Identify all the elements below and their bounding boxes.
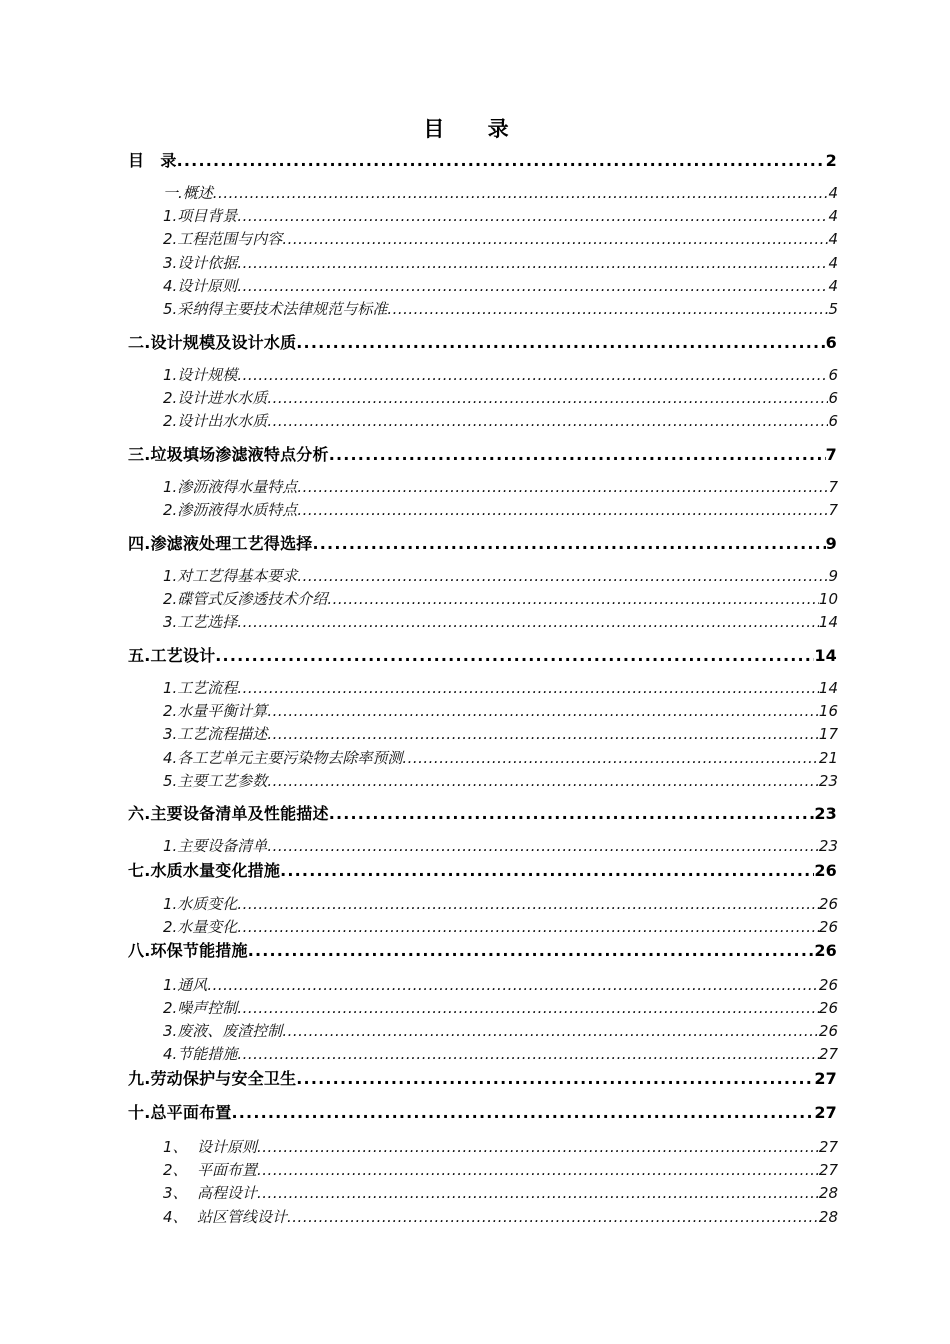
toc-entry-labor-safety[interactable] (128, 1068, 837, 1090)
dot-leader (387, 299, 828, 319)
toc-entry-page: 6 (828, 366, 838, 384)
toc-entry-page: 26 (818, 918, 838, 936)
toc-entry-label: 3.设计依据 (163, 254, 238, 272)
toc-entry-label: 九.劳动保护与安全卫生 (128, 1069, 297, 1088)
toc-entry-page: 6 (828, 389, 838, 407)
toc-entry-page: 23 (818, 837, 838, 855)
dot-leader (267, 836, 819, 856)
toc-entry-number: 4、 (163, 1208, 188, 1226)
dot-leader (215, 645, 814, 667)
dot-leader (312, 533, 825, 555)
toc-entry-label: 六.主要设备清单及性能描述 (128, 804, 329, 823)
dot-leader (237, 206, 828, 226)
toc-entry-page: 7 (825, 445, 837, 464)
toc-entry-influent-quality[interactable] (163, 388, 838, 408)
toc-entry-equipment[interactable] (128, 803, 837, 825)
toc-entry-general-layout[interactable] (128, 1102, 837, 1124)
dot-leader (267, 411, 828, 431)
toc-entry-page: 26 (814, 941, 837, 960)
toc-entry-page: 23 (814, 804, 837, 823)
toc-entry-page: 4 (828, 254, 838, 272)
toc-entry-process-flow[interactable] (163, 678, 838, 698)
toc-entry-page: 26 (818, 999, 838, 1017)
dot-leader (267, 388, 828, 408)
toc-entry-page: 23 (818, 772, 838, 790)
toc-entry-equipment-list[interactable] (163, 836, 838, 856)
toc-entry-elevation-design[interactable] (163, 1183, 838, 1203)
toc-entry-page: 4 (828, 277, 838, 295)
toc-entry-page: 26 (818, 976, 838, 994)
dot-leader (177, 150, 826, 172)
toc-entry-leachate-quantity[interactable] (163, 477, 838, 497)
toc-entry-page: 14 (814, 646, 837, 665)
toc-entry-number: 1、 (163, 1138, 188, 1156)
dot-leader (257, 1183, 819, 1203)
toc-entry-page: 4 (828, 184, 838, 202)
toc-entry-label: 五.工艺设计 (128, 646, 216, 665)
toc-entry-removal-rate[interactable] (163, 748, 838, 768)
toc-entry-page: 2 (825, 151, 837, 170)
toc-entry-label: 设计原则 (197, 1138, 258, 1156)
toc-entry-label: 3.工艺选择 (163, 613, 238, 631)
toc-entry-leachate-quality[interactable] (163, 500, 838, 520)
toc-entry-label: 2.水量平衡计算 (163, 702, 268, 720)
toc-entry-page: 27 (818, 1161, 838, 1179)
toc-entry-page: 10 (818, 590, 838, 608)
toc-entry-label: 一.概述 (163, 184, 213, 202)
dot-leader (296, 332, 825, 354)
toc-entry-page: 7 (828, 478, 838, 496)
dot-leader (237, 678, 819, 698)
dot-leader (297, 477, 828, 497)
dot-leader (207, 975, 819, 995)
toc-entry-page: 17 (818, 725, 838, 743)
toc-entry-process-parameters[interactable] (163, 771, 838, 791)
toc-entry-label: 1.对工艺得基本要求 (163, 567, 298, 585)
toc-entry-page: 6 (828, 412, 838, 430)
toc-entry-page: 9 (825, 534, 837, 553)
toc-entry-page: 26 (818, 1022, 838, 1040)
toc-entry-label: 站区管线设计 (197, 1208, 288, 1226)
toc-entry-noise-control[interactable] (163, 998, 838, 1018)
dot-leader (329, 444, 826, 466)
dot-leader (329, 803, 815, 825)
toc-entry-label: 2.碟管式反渗透技术介绍 (163, 590, 328, 608)
toc-entry-page: 4 (828, 230, 838, 248)
toc-entry-label: 1.水质变化 (163, 895, 238, 913)
toc-entry-pipeline-design[interactable] (163, 1207, 838, 1227)
toc-entry-label: 1.主要设备清单 (163, 837, 268, 855)
toc-entry-number: 2、 (163, 1161, 188, 1179)
toc-entry-page: 14 (818, 613, 838, 631)
toc-entry-label: 十.总平面布置 (128, 1103, 232, 1122)
toc-entry-label: 2.工程范围与内容 (163, 230, 283, 248)
toc-entry-label: 高程设计 (197, 1184, 258, 1202)
dot-leader (402, 748, 819, 768)
toc-entry-label: 1.工艺流程 (163, 679, 238, 697)
toc-entry-ventilation[interactable] (163, 975, 838, 995)
dot-leader (237, 894, 819, 914)
toc-entry-quality-variation[interactable] (163, 894, 838, 914)
toc-entry-label: 2.水量变化 (163, 918, 238, 936)
toc-entry-design-scale[interactable] (128, 332, 837, 354)
toc-entry-flow-description[interactable] (163, 724, 838, 744)
toc-entry-label: 1.通风 (163, 976, 208, 994)
toc-entry-design-principles[interactable] (163, 276, 838, 296)
toc-entry-scope[interactable] (163, 229, 838, 249)
dot-leader (248, 940, 815, 962)
toc-entry-label: 四.渗滤液处理工艺得选择 (128, 534, 313, 553)
toc-entry-page: 28 (818, 1184, 838, 1202)
toc-entry-page: 14 (818, 679, 838, 697)
toc-entry-page: 27 (818, 1138, 838, 1156)
toc-entry-process-selection[interactable] (128, 533, 837, 555)
toc-entry-process-design[interactable] (128, 645, 837, 667)
toc-entry-design-basis[interactable] (163, 253, 838, 273)
dot-leader (267, 724, 819, 744)
dot-leader (237, 365, 828, 385)
toc-entry-label: 1.项目背景 (163, 207, 238, 225)
toc-entry-page: 27 (818, 1045, 838, 1063)
toc-entry-variation-measures[interactable] (128, 860, 837, 882)
toc-entry-project-background[interactable] (163, 206, 838, 226)
toc-entry-energy-saving[interactable] (163, 1044, 838, 1064)
dot-leader (297, 500, 828, 520)
toc-entry-water-balance[interactable] (163, 701, 838, 721)
toc-entry-label: 2.噪声控制 (163, 999, 238, 1017)
toc-entry-waste-control[interactable] (163, 1021, 838, 1041)
toc-entry-label: 八.环保节能措施 (128, 941, 248, 960)
toc-entry-label: 二.设计规模及设计水质 (128, 333, 297, 352)
toc-entry-page: 5 (828, 300, 838, 318)
toc-entry-page: 27 (814, 1069, 837, 1088)
dot-leader (267, 701, 819, 721)
toc-entry-label: 七.水质水量变化措施 (128, 861, 281, 880)
dot-leader (267, 771, 819, 791)
toc-entry-contents[interactable] (128, 150, 837, 172)
toc-entry-page: 26 (814, 861, 837, 880)
toc-entry-page: 4 (828, 207, 838, 225)
toc-entry-plan-layout[interactable] (163, 1160, 838, 1180)
dot-leader (257, 1160, 819, 1180)
toc-entry-page: 21 (818, 749, 838, 767)
toc-entry-label: 1.设计规模 (163, 366, 238, 384)
toc-entry-label: 2.设计出水水质 (163, 412, 268, 430)
toc-entry-label: 三.垃圾填场渗滤液特点分析 (128, 445, 329, 464)
toc-entry-page: 6 (825, 333, 837, 352)
dot-leader (237, 612, 819, 632)
dot-leader (282, 229, 828, 249)
toc-entry-dtro-intro[interactable] (163, 589, 838, 609)
dot-leader (237, 253, 828, 273)
dot-leader (237, 917, 819, 937)
toc-entry-effluent-quality[interactable] (163, 411, 838, 431)
dot-leader (287, 1207, 819, 1227)
dot-leader (237, 998, 819, 1018)
toc-entry-standards[interactable] (163, 299, 838, 319)
toc-entry-basic-requirements[interactable] (163, 566, 838, 586)
toc-entry-layout-principles[interactable] (163, 1137, 838, 1157)
toc-entry-label: 4.各工艺单元主要污染物去除率预测 (163, 749, 403, 767)
toc-entry-process-choice[interactable] (163, 612, 838, 632)
page-title: 目 录 (423, 117, 527, 141)
dot-leader (237, 276, 828, 296)
toc-entry-label: 目 录 (128, 151, 177, 170)
toc-entry-label: 4.节能措施 (163, 1045, 238, 1063)
dot-leader (297, 566, 828, 586)
toc-entry-label: 平面布置 (197, 1161, 258, 1179)
dot-leader (257, 1137, 819, 1157)
toc-entry-page: 16 (818, 702, 838, 720)
dot-leader (231, 1102, 814, 1124)
toc-entry-page: 27 (814, 1103, 837, 1122)
toc-entry-label: 1.渗沥液得水量特点 (163, 478, 298, 496)
toc-entry-page: 28 (818, 1208, 838, 1226)
toc-entry-label: 2.设计进水水质 (163, 389, 268, 407)
toc-entry-overview[interactable] (163, 183, 838, 203)
toc-entry-quantity-variation[interactable] (163, 917, 838, 937)
toc-entry-label: 5.采纳得主要技术法律规范与标准 (163, 300, 388, 318)
toc-entry-scale[interactable] (163, 365, 838, 385)
toc-entry-leachate-analysis[interactable] (128, 444, 837, 466)
dot-leader (213, 183, 829, 203)
dot-leader (282, 1021, 819, 1041)
toc-entry-label: 2.渗沥液得水质特点 (163, 501, 298, 519)
toc-entry-label: 4.设计原则 (163, 277, 238, 295)
toc-entry-environmental[interactable] (128, 940, 837, 962)
dot-leader (296, 1068, 814, 1090)
dot-leader (327, 589, 819, 609)
toc-entry-page: 7 (828, 501, 838, 519)
dot-leader (237, 1044, 819, 1064)
toc-entry-page: 26 (818, 895, 838, 913)
toc-entry-label: 3.工艺流程描述 (163, 725, 268, 743)
toc-entry-number: 3、 (163, 1184, 188, 1202)
toc-entry-label: 5.主要工艺参数 (163, 772, 268, 790)
dot-leader (280, 860, 814, 882)
toc-entry-label: 3.废液、废渣控制 (163, 1022, 283, 1040)
toc-entry-page: 9 (828, 567, 838, 585)
